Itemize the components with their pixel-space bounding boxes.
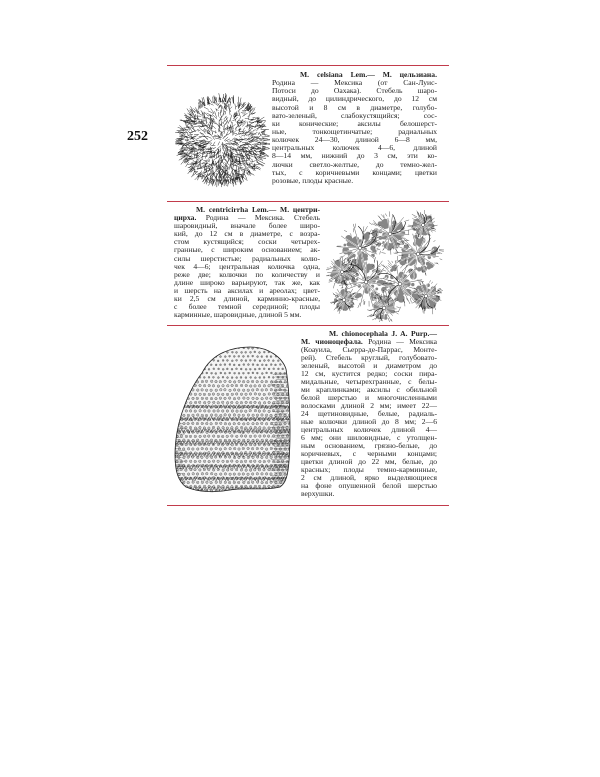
section-divider bbox=[167, 505, 449, 506]
text-line: белой шерстью и многочисленными bbox=[301, 393, 437, 402]
text-line: красных; плоды темно-карминные, bbox=[301, 465, 437, 474]
text-line: цветки длиной до 22 мм, белые, до bbox=[301, 457, 437, 466]
text-line: шаровидный, вначале более широ- bbox=[174, 221, 320, 231]
section-divider bbox=[167, 65, 449, 66]
text-lead: Родина — Мексика bbox=[368, 337, 437, 346]
text-line: центральных колючек длиной 4— bbox=[301, 425, 437, 434]
species-heading-continued: цирха. bbox=[174, 213, 197, 223]
text-line: чек 4—6; центральная колючка одна, bbox=[174, 261, 320, 271]
text-lead: Родина — Мексика. Стебель bbox=[205, 213, 320, 223]
species-heading: M. centricirrha Lem.— M. центри- bbox=[196, 205, 320, 214]
text-line: высотой и 8 см в диаметре, голубо- bbox=[272, 102, 437, 112]
text-line: 12 см, кустится редко; соски пира- bbox=[301, 369, 437, 378]
cactus-heads-cluster bbox=[326, 210, 444, 322]
text-line: верхушки. bbox=[301, 489, 335, 498]
text-line: лючки светло-желтые, до темно-жел- bbox=[272, 159, 437, 169]
text-line: ным основанием, грязно-белые, до bbox=[301, 441, 437, 450]
cactus-spines bbox=[175, 93, 270, 187]
text-line: 8—14 мм, нижний до 3 см, эти ко- bbox=[272, 151, 437, 161]
text-line: вато-зеленый, слабокустящийся; сос- bbox=[272, 110, 437, 120]
text-line: коричневых, с черными концами; bbox=[301, 449, 437, 458]
text-line: колючек 24—30, длиной 6—8 мм, bbox=[272, 135, 437, 145]
text-line: тых, с коричневыми концами; цветки bbox=[272, 167, 437, 177]
text-line: ки 2,5 см длиной, карминно-красные, bbox=[174, 294, 320, 304]
text-line: и шерсть на аксилах и ареолах; цвет- bbox=[174, 285, 320, 295]
text-line: мидальные, четырехгранные, с белы- bbox=[301, 377, 437, 386]
species-entry-celsiana bbox=[272, 71, 437, 185]
text-line: видный, до цилиндрического, до 12 см bbox=[272, 94, 437, 104]
cactus-celsiana-illustration bbox=[175, 93, 270, 188]
text-line: ные, тонкощетинчатые; радиальных bbox=[272, 126, 437, 136]
text-line: гранные, с широким основанием; ак- bbox=[174, 245, 320, 255]
text-line: реже две; колючки по количеству и bbox=[174, 269, 320, 279]
text-line: Потоси до Оахака). Стебель шаро- bbox=[272, 86, 437, 96]
text-line: розовые, плоды красные. bbox=[272, 175, 354, 185]
species-entry-chionocephala bbox=[301, 330, 437, 498]
text-line: на фоне опушенной белой шерстью bbox=[301, 481, 437, 490]
species-heading: M. celsiana Lem.— M. цельзиана. bbox=[300, 70, 437, 79]
cactus-chionocephala-illustration bbox=[172, 343, 294, 493]
text-line: силы шерстистые; радиальных колю- bbox=[174, 253, 320, 263]
text-line: ми краплинками; аксилы с обильной bbox=[301, 385, 437, 394]
species-heading-continued: M. чионоцефала. bbox=[301, 337, 363, 346]
cactus-centricirrha-illustration bbox=[326, 210, 444, 322]
text-line: зеленый, высотой и диаметром до bbox=[301, 361, 437, 370]
text-line: 2 см длиной, ярко выделяющиеся bbox=[301, 473, 437, 482]
text-line: рей). Стебель круглый, голубовато- bbox=[301, 353, 437, 362]
text-line: центральных колючек 4—6, длиной bbox=[272, 143, 437, 153]
text-line: (Коауила, Сьерра-де-Паррас, Монте- bbox=[301, 345, 437, 354]
page-number: 252 bbox=[127, 129, 148, 144]
text-line: карминные, шаровидные, длиной 5 мм. bbox=[174, 310, 302, 320]
text-line: 6 мм; они шиловидные, с утолщен- bbox=[301, 433, 437, 442]
text-line: ки конические; аксилы белошерст- bbox=[272, 118, 437, 128]
section-divider bbox=[167, 325, 449, 326]
text-line: длине широко варьируют, так же, как bbox=[174, 277, 320, 287]
text-line: 24 щетиновидные, белые, радиаль- bbox=[301, 409, 437, 418]
section-divider bbox=[167, 201, 449, 202]
species-entry-centricirrha bbox=[174, 206, 320, 319]
text-line: кий, до 12 см в диаметре, с возра- bbox=[174, 229, 320, 239]
text-line: волосками длиной 2 мм; имеет 22— bbox=[301, 401, 437, 410]
text-line: стом кустящийся; соски четырех- bbox=[174, 237, 320, 247]
text-line: ные колючки длиной до 8 мм; 2—6 bbox=[301, 417, 437, 426]
cactus-body-texture bbox=[172, 343, 294, 493]
species-heading: M. chionocephala J. A. Purp.— bbox=[329, 329, 437, 338]
text-line: с более темной серединой; плоды bbox=[174, 302, 320, 312]
text-line: Родина — Мексика (от Сан-Луис- bbox=[272, 78, 437, 88]
